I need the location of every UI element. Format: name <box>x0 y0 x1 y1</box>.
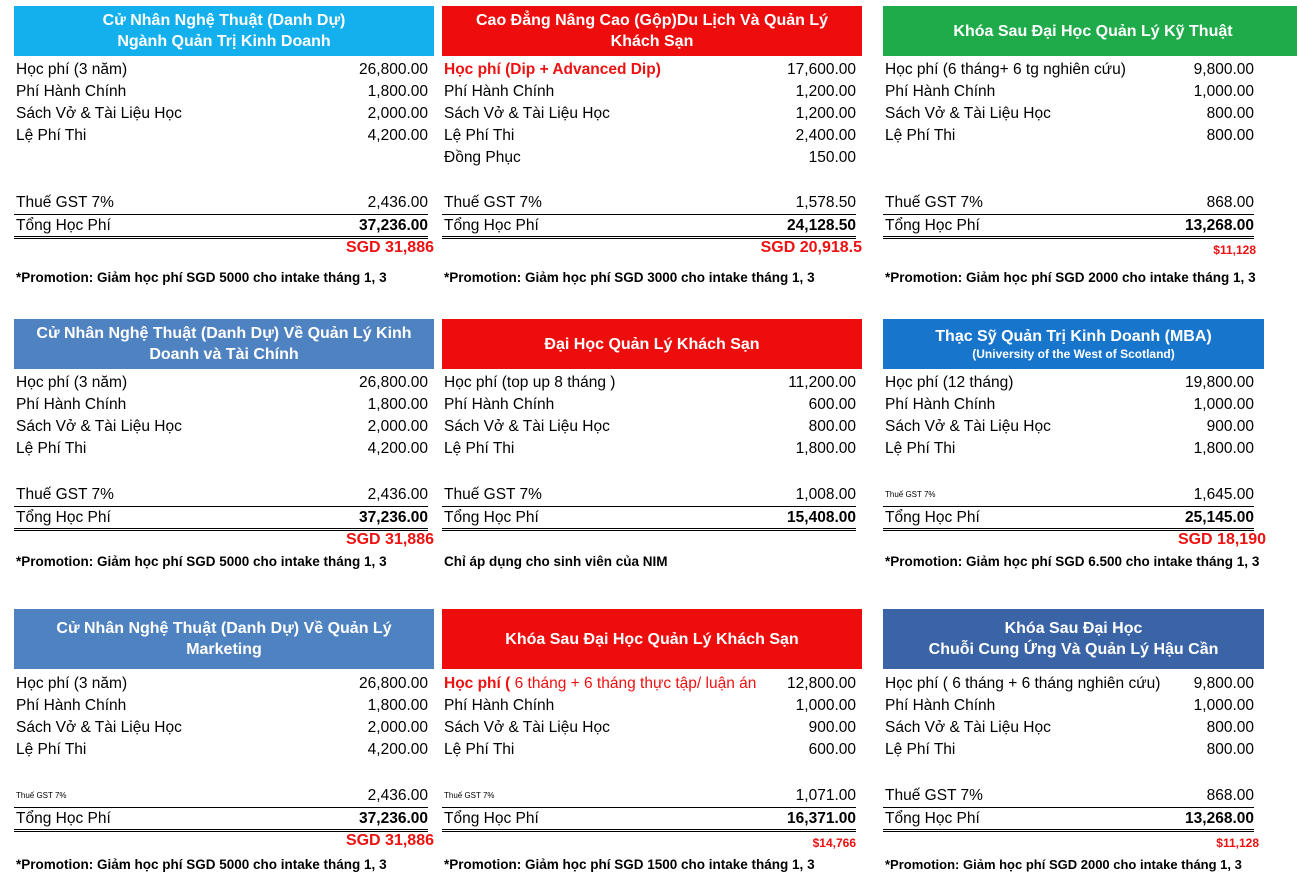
promotion-note: *Promotion: Giảm học phí SGD 5000 cho intake tháng 1, 3 <box>16 857 387 872</box>
program-card-marketing <box>14 609 434 879</box>
fee-row-admin: Phí Hành Chính 1,800.00 <box>16 83 428 100</box>
fee-row-tax: Thuế GST 7% 1,645.00 <box>885 486 1254 503</box>
fee-row-books: Sách Vở & Tài Liệu Học 800.00 <box>885 105 1254 122</box>
total-row: Tổng Học Phí 13,268.00 <box>883 807 1254 832</box>
card-title: Cử Nhân Nghệ Thuật (Danh Dự) <box>102 12 346 29</box>
fee-row-admin: Phí Hành Chính 1,000.00 <box>885 697 1254 714</box>
program-card-hotel-bachelor <box>442 319 862 579</box>
fee-row-books: Sách Vở & Tài Liệu Học 2,000.00 <box>16 719 428 736</box>
promotion-note: *Promotion: Giảm học phí SGD 2000 cho intake tháng 1, 3 <box>885 857 1242 872</box>
fee-row-exam: Lệ Phí Thi 4,200.00 <box>16 127 428 144</box>
program-card-tourism-hotel-diploma <box>442 6 862 291</box>
promotion-note: *Promotion: Giảm học phí SGD 6.500 cho intake tháng 1, 3 <box>885 554 1260 569</box>
fee-row-exam: Lệ Phí Thi 1,800.00 <box>885 440 1254 457</box>
promotion-note: *Promotion: Giảm học phí SGD 3000 cho intake tháng 1, 3 <box>444 270 815 285</box>
discounted-price: SGD 31,886 <box>345 239 434 256</box>
discounted-price: SGD 20,918.5 <box>760 239 862 256</box>
fee-row-books: Sách Vở & Tài Liệu Học 800.00 <box>444 418 856 435</box>
total-row: Tổng Học Phí 25,145.00 <box>883 506 1254 531</box>
fee-row-exam: Lệ Phí Thi 4,200.00 <box>16 440 428 457</box>
total-row: Tổng Học Phí 16,371.00 <box>442 807 856 832</box>
program-card-business-admin <box>14 6 434 291</box>
card-title: Thạc Sỹ Quản Trị Kinh Doanh (MBA) <box>935 328 1212 345</box>
fee-row-tax: Thuế GST 7% 2,436.00 <box>16 194 428 211</box>
program-card-supply-chain <box>883 609 1297 879</box>
fee-row-admin: Phí Hành Chính 1,800.00 <box>16 697 428 714</box>
fee-row-tuition: Học phí (3 năm) 26,800.00 <box>16 374 428 391</box>
fee-row-tax: Thuế GST 7% 868.00 <box>885 787 1254 804</box>
card-header <box>883 609 1264 669</box>
card-title: Khóa Sau Đại Học <box>1004 620 1143 637</box>
card-header <box>883 319 1264 369</box>
fee-row-books: Sách Vở & Tài Liệu Học 2,000.00 <box>16 418 428 435</box>
card-title-line2: Doanh và Tài Chính <box>149 346 299 363</box>
fee-row-tuition: Học phí ( 6 tháng + 6 tháng thực tập/ luận án 12,800.00 <box>444 675 856 692</box>
card-title: Cao Đẳng Nâng Cao (Gộp)Du Lịch Và Quản Lý <box>475 12 828 29</box>
promotion-note: *Promotion: Giảm học phí SGD 5000 cho intake tháng 1, 3 <box>16 270 387 285</box>
program-card-hotel-postgrad <box>442 609 862 879</box>
fee-row-books: Sách Vở & Tài Liệu Học 2,000.00 <box>16 105 428 122</box>
card-title-line2: Khách Sạn <box>610 33 694 50</box>
total-row: Tổng Học Phí 37,236.00 <box>14 506 428 531</box>
total-row: Tổng Học Phí 37,236.00 <box>14 807 428 832</box>
card-header <box>442 319 862 369</box>
card-title: Cử Nhân Nghệ Thuật (Danh Dự) Về Quản Lý Kinh <box>36 325 412 342</box>
card-header <box>14 6 434 56</box>
fee-row-tuition: Học phí (Dip + Advanced Dip) 17,600.00 <box>444 61 856 78</box>
total-row: Tổng Học Phí 15,408.00 <box>442 506 856 531</box>
fee-row-tuition: Học phí (6 tháng+ 6 tg nghiên cứu) 9,800.00 <box>885 61 1254 78</box>
program-card-mba <box>883 319 1297 579</box>
discounted-price: SGD 31,886 <box>345 832 434 849</box>
fee-row-tuition: Học phí (3 năm) 26,800.00 <box>16 675 428 692</box>
total-row: Tổng Học Phí 13,268.00 <box>883 214 1254 239</box>
fee-row-exam: Lệ Phí Thi 800.00 <box>885 741 1254 758</box>
fee-row-tuition: Học phí (3 năm) 26,800.00 <box>16 61 428 78</box>
program-card-engineering-mgmt <box>883 6 1297 291</box>
fee-row-books: Sách Vở & Tài Liệu Học 900.00 <box>444 719 856 736</box>
fee-row-tax: Thuế GST 7% 2,436.00 <box>16 486 428 503</box>
eligibility-note: Chỉ áp dụng cho sinh viên của NIM <box>444 554 668 569</box>
discounted-price: $11,128 <box>1216 836 1259 850</box>
fee-row-admin: Phí Hành Chính 1,800.00 <box>16 396 428 413</box>
fee-row-books: Sách Vở & Tài Liệu Học 1,200.00 <box>444 105 856 122</box>
discounted-price: SGD 31,886 <box>345 531 434 548</box>
card-title-line2: Ngành Quản Trị Kinh Doanh <box>117 33 331 50</box>
card-title-line2: Chuỗi Cung Ứng Và Quản Lý Hậu Cần <box>928 641 1219 658</box>
card-header <box>442 6 862 56</box>
card-header <box>442 609 862 669</box>
card-header <box>14 319 434 369</box>
discounted-price: $11,128 <box>1213 243 1256 257</box>
card-header <box>883 6 1297 56</box>
promotion-note: *Promotion: Giảm học phí SGD 2000 cho intake tháng 1, 3 <box>885 270 1256 285</box>
fee-row-admin: Phí Hành Chính 1,000.00 <box>885 396 1254 413</box>
fee-row-admin: Phí Hành Chính 1,000.00 <box>444 697 856 714</box>
discounted-price: SGD 18,190 <box>1177 531 1266 548</box>
program-card-business-finance <box>14 319 434 579</box>
fee-row-tuition: Học phí ( 6 tháng + 6 tháng nghiên cứu) 9,800.00 <box>885 675 1254 692</box>
fee-row-books: Sách Vở & Tài Liệu Học 800.00 <box>885 719 1254 736</box>
fee-row-uniform: Đồng Phục 150.00 <box>444 149 856 166</box>
fee-row-tax: Thuế GST 7% 868.00 <box>885 194 1254 211</box>
card-title: Cử Nhân Nghệ Thuật (Danh Dự) Về Quản Lý <box>56 620 392 637</box>
discounted-price: $14,766 <box>812 836 856 850</box>
fee-row-admin: Phí Hành Chính 1,200.00 <box>444 83 856 100</box>
fee-row-exam: Lệ Phí Thi 800.00 <box>885 127 1254 144</box>
fee-row-tax: Thuế GST 7% 1,071.00 <box>444 787 856 804</box>
card-title: Khóa Sau Đại Học Quản Lý Kỹ Thuật <box>953 22 1233 40</box>
total-row: Tổng Học Phí 24,128.50 <box>442 214 856 239</box>
card-subtitle: (University of the West of Scotland) <box>972 347 1175 361</box>
fee-row-exam: Lệ Phí Thi 4,200.00 <box>16 741 428 758</box>
card-title: Đại Học Quản Lý Khách Sạn <box>544 335 760 353</box>
fee-row-admin: Phí Hành Chính 1,000.00 <box>885 83 1254 100</box>
fee-row-exam: Lệ Phí Thi 600.00 <box>444 741 856 758</box>
fee-row-books: Sách Vở & Tài Liệu Học 900.00 <box>885 418 1254 435</box>
fee-row-admin: Phí Hành Chính 600.00 <box>444 396 856 413</box>
card-title: Khóa Sau Đại Học Quản Lý Khách Sạn <box>505 630 799 648</box>
fee-row-tax: Thuế GST 7% 1,578.50 <box>444 194 856 211</box>
promotion-note: *Promotion: Giảm học phí SGD 5000 cho intake tháng 1, 3 <box>16 554 387 569</box>
fee-row-tax: Thuế GST 7% 2,436.00 <box>16 787 428 804</box>
promotion-note: *Promotion: Giảm học phí SGD 1500 cho intake tháng 1, 3 <box>444 857 815 872</box>
fee-row-tax: Thuế GST 7% 1,008.00 <box>444 486 856 503</box>
fee-row-exam: Lệ Phí Thi 1,800.00 <box>444 440 856 457</box>
card-header <box>14 609 434 669</box>
fee-row-exam: Lệ Phí Thi 2,400.00 <box>444 127 856 144</box>
card-title-line2: Marketing <box>186 641 262 658</box>
total-row: Tổng Học Phí 37,236.00 <box>14 214 428 239</box>
fee-row-tuition: Học phí (12 tháng) 19,800.00 <box>885 374 1254 391</box>
fee-row-tuition: Học phí (top up 8 tháng ) 11,200.00 <box>444 374 856 391</box>
